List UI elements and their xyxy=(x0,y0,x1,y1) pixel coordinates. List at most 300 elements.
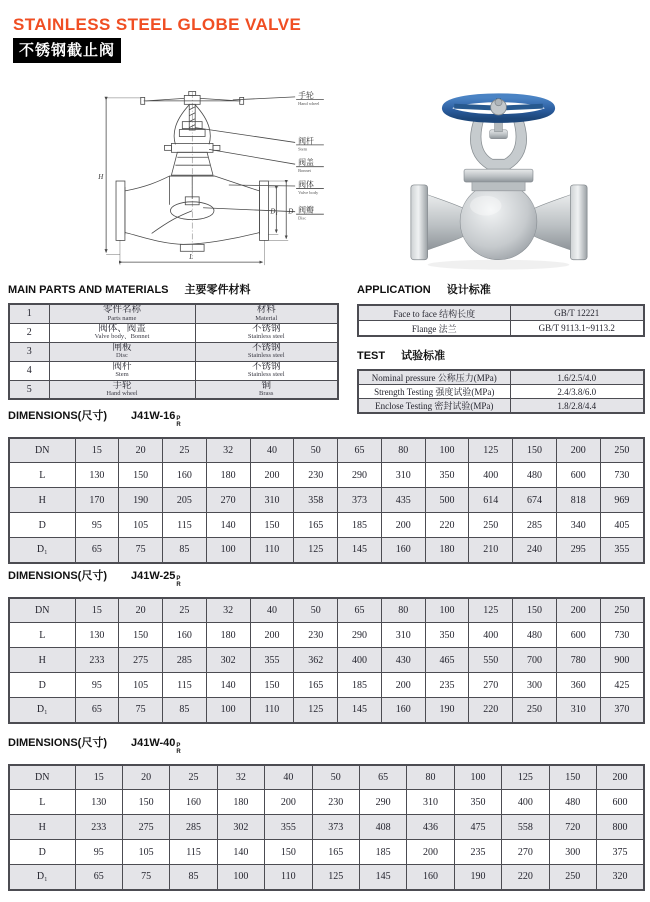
photo-bonnet-flange xyxy=(464,169,533,182)
dim-value-cell: 25 xyxy=(163,598,207,623)
dim-value-cell: 65 xyxy=(338,598,382,623)
kv-value-cell: 1.6/2.5/4.0 xyxy=(510,370,644,385)
dim-value-cell: 65 xyxy=(359,765,406,790)
svg-text:Disc: Disc xyxy=(298,215,307,221)
parts-table-row xyxy=(9,342,338,361)
dim-value-cell: 75 xyxy=(119,538,163,563)
dim-row-label: L xyxy=(9,623,75,648)
dim-value-cell: 75 xyxy=(119,698,163,723)
dim-value-cell: 310 xyxy=(381,623,425,648)
dim-value-cell: 150 xyxy=(265,840,312,865)
dim-value-cell: 200 xyxy=(381,513,425,538)
photo-handwheel xyxy=(446,98,550,119)
dim-value-cell: 230 xyxy=(294,463,338,488)
kv-label-cell: Nominal pressure 公称压力(MPa) xyxy=(358,370,510,385)
dimensions-table xyxy=(8,437,645,564)
application-table-body xyxy=(358,305,644,336)
dim-value-cell: 110 xyxy=(250,698,294,723)
dim-value-cell: 350 xyxy=(425,623,469,648)
dim-value-cell: 40 xyxy=(250,438,294,463)
dim-value-cell: 95 xyxy=(75,673,119,698)
dim-value-cell: 75 xyxy=(122,865,169,890)
dimensions-table-body xyxy=(9,438,644,563)
dim-value-cell: 285 xyxy=(163,648,207,673)
dim-value-cell: 25 xyxy=(170,765,217,790)
cell-text-zh: 铜 xyxy=(261,380,271,391)
application-table-row xyxy=(358,321,644,337)
model-designation: J41W-25 xyxy=(131,570,176,582)
dim-value-cell: 360 xyxy=(556,673,600,698)
dim-value-cell: 20 xyxy=(122,765,169,790)
dimensions-table-row xyxy=(9,648,644,673)
dim-value-cell: 373 xyxy=(312,815,359,840)
dim-value-cell: 436 xyxy=(407,815,454,840)
dim-value-cell: 730 xyxy=(600,463,644,488)
dim-value-cell: 80 xyxy=(381,598,425,623)
label-hand-wheel: 手轮 xyxy=(298,90,314,100)
cell-text-en: Hand wheel xyxy=(106,390,138,398)
dim-value-cell: 160 xyxy=(407,865,454,890)
dim-value-cell: 320 xyxy=(596,865,644,890)
dim-value-cell: 32 xyxy=(217,765,264,790)
dim-row-label: D₁ xyxy=(9,538,75,563)
dim-value-cell: 65 xyxy=(338,438,382,463)
parts-table-row xyxy=(9,361,338,380)
dim-value-cell: 130 xyxy=(75,463,119,488)
dim-value-cell: 400 xyxy=(469,463,513,488)
dim-value-cell: 160 xyxy=(163,463,207,488)
dim-value-cell: 150 xyxy=(119,623,163,648)
dim-value-cell: 32 xyxy=(206,438,250,463)
dim-value-cell: 100 xyxy=(454,765,501,790)
dim-value-cell: 300 xyxy=(513,673,557,698)
dimensions-table-row xyxy=(9,488,644,513)
dim-value-cell: 558 xyxy=(502,815,549,840)
cell-text-zh: 不锈钢 xyxy=(251,361,281,372)
dimensions-table-row xyxy=(9,790,644,815)
dim-value-cell: 290 xyxy=(338,463,382,488)
dim-value-cell: 250 xyxy=(600,438,644,463)
photo-left-flange xyxy=(411,185,428,260)
application-heading: APPLICATION 设计标准 xyxy=(357,284,491,296)
dim-value-cell: 25 xyxy=(163,438,207,463)
dim-value-cell: 233 xyxy=(75,815,122,840)
parts-table-body xyxy=(9,304,338,399)
cell-text-zh: 不锈钢 xyxy=(251,323,281,334)
dim-value-cell: 285 xyxy=(513,513,557,538)
parts-table-row xyxy=(9,304,338,323)
dim-value-cell: 20 xyxy=(119,438,163,463)
parts-name-cell xyxy=(49,323,195,342)
dim-value-cell: 350 xyxy=(454,790,501,815)
dim-value-cell: 290 xyxy=(338,623,382,648)
dim-value-cell: 210 xyxy=(469,538,513,563)
dimensions-section-j41w-25 xyxy=(8,567,645,724)
cell-text-en: Stem xyxy=(115,371,129,379)
svg-text:Hand wheel: Hand wheel xyxy=(298,100,320,106)
label-stem: 阀杆 xyxy=(298,136,314,146)
globe-valve-photo-illustration xyxy=(403,86,595,274)
cell-text-zh: 不锈钢 xyxy=(251,342,281,353)
dim-value-cell: 362 xyxy=(294,648,338,673)
dim-value-cell: 600 xyxy=(596,790,644,815)
dim-value-cell: 233 xyxy=(75,648,119,673)
dimensions-section-j41w-40 xyxy=(8,734,645,891)
dim-value-cell: 85 xyxy=(170,865,217,890)
dim-value-cell: 150 xyxy=(250,513,294,538)
dim-value-cell: 105 xyxy=(119,513,163,538)
dim-D1: D₁ xyxy=(270,208,278,216)
dim-value-cell: 310 xyxy=(556,698,600,723)
dim-value-cell: 310 xyxy=(381,463,425,488)
dim-value-cell: 130 xyxy=(75,790,122,815)
dim-value-cell: 130 xyxy=(75,623,119,648)
dim-value-cell: 700 xyxy=(513,648,557,673)
dim-value-cell: 65 xyxy=(75,865,122,890)
dim-value-cell: 200 xyxy=(407,840,454,865)
dim-value-cell: 818 xyxy=(556,488,600,513)
cell-text-en: Valve body、Bonnet xyxy=(94,333,150,341)
dim-value-cell: 425 xyxy=(600,673,644,698)
dim-value-cell: 80 xyxy=(381,438,425,463)
photo-bonnet xyxy=(472,182,525,191)
dim-value-cell: 100 xyxy=(206,698,250,723)
cell-text-zh: 阀杆 xyxy=(112,361,132,372)
dim-row-label: D₁ xyxy=(9,865,75,890)
valve-technical-drawing xyxy=(85,88,340,278)
dim-value-cell: 275 xyxy=(122,815,169,840)
cell-text-en: Parts name xyxy=(107,314,137,322)
dim-value-cell: 180 xyxy=(206,623,250,648)
dim-value-cell: 85 xyxy=(163,538,207,563)
kv-value-cell: 1.8/2.8/4.4 xyxy=(510,399,644,414)
dimensions-table-row xyxy=(9,815,644,840)
dim-value-cell: 110 xyxy=(265,865,312,890)
parts-name-cell xyxy=(49,361,195,380)
dim-row-label: H xyxy=(9,488,75,513)
dimensions-table-row xyxy=(9,840,644,865)
svg-text:Bonnet: Bonnet xyxy=(298,168,311,174)
dim-value-cell: 220 xyxy=(425,513,469,538)
dim-value-cell: 50 xyxy=(294,598,338,623)
dimensions-heading: DIMENSIONS(尺寸) J41W-16 P R xyxy=(8,410,181,429)
dim-value-cell: 80 xyxy=(407,765,454,790)
photo-shadow xyxy=(428,260,570,270)
dim-value-cell: 105 xyxy=(119,673,163,698)
dimensions-table-row xyxy=(9,538,644,563)
dim-value-cell: 270 xyxy=(469,673,513,698)
parts-name-cell xyxy=(49,304,195,323)
dim-value-cell: 100 xyxy=(425,598,469,623)
dim-value-cell: 400 xyxy=(502,790,549,815)
dim-value-cell: 270 xyxy=(502,840,549,865)
photo-left-pipe xyxy=(428,195,464,250)
dim-value-cell: 150 xyxy=(119,463,163,488)
dim-value-cell: 105 xyxy=(122,840,169,865)
cell-text-zh: 零件名称 xyxy=(102,305,141,316)
dim-row-label: L xyxy=(9,790,75,815)
dim-value-cell: 200 xyxy=(556,598,600,623)
dim-value-cell: 95 xyxy=(75,840,122,865)
parts-material-cell xyxy=(195,342,338,361)
test-table-row xyxy=(358,370,644,385)
parts-material-cell xyxy=(195,323,338,342)
dim-value-cell: 100 xyxy=(425,438,469,463)
dim-value-cell: 150 xyxy=(513,598,557,623)
cell-text-en: Stainless steel xyxy=(247,371,285,379)
cell-text-zh: 材料 xyxy=(256,305,276,316)
dimensions-table-row xyxy=(9,673,644,698)
dim-row-label: D xyxy=(9,673,75,698)
dim-value-cell: 150 xyxy=(549,765,596,790)
dimensions-heading: DIMENSIONS(尺寸) J41W-40 P R xyxy=(8,737,181,756)
dim-value-cell: 125 xyxy=(312,865,359,890)
dimensions-section-j41w-16 xyxy=(8,407,645,564)
application-table-row xyxy=(358,305,644,321)
page-title-chinese: 不锈钢截止阀 xyxy=(13,38,121,63)
dim-value-cell: 185 xyxy=(338,513,382,538)
dim-value-cell: 480 xyxy=(513,463,557,488)
dim-value-cell: 355 xyxy=(600,538,644,563)
dim-value-cell: 230 xyxy=(312,790,359,815)
photo-highlight xyxy=(470,196,502,216)
dim-value-cell: 180 xyxy=(425,538,469,563)
dim-value-cell: 180 xyxy=(217,790,264,815)
dim-value-cell: 150 xyxy=(250,673,294,698)
cell-text-zh: 手轮 xyxy=(112,380,132,391)
parts-heading: MAIN PARTS AND MATERIALS 主要零件材料 xyxy=(8,284,251,296)
dimensions-table-row xyxy=(9,765,644,790)
dim-value-cell: 355 xyxy=(265,815,312,840)
dim-value-cell: 125 xyxy=(469,438,513,463)
dim-D: D xyxy=(288,208,294,216)
dim-value-cell: 115 xyxy=(163,513,207,538)
dim-value-cell: 125 xyxy=(502,765,549,790)
cell-text-en: Stainless steel xyxy=(247,352,285,360)
dim-value-cell: 40 xyxy=(250,598,294,623)
dim-value-cell: 95 xyxy=(75,513,119,538)
dim-row-label: DN xyxy=(9,765,75,790)
dimensions-table-row xyxy=(9,598,644,623)
dim-value-cell: 480 xyxy=(549,790,596,815)
dim-row-label: L xyxy=(9,463,75,488)
dim-row-label: D xyxy=(9,840,75,865)
cell-text-en: Disc xyxy=(116,352,128,360)
dim-value-cell: 200 xyxy=(250,623,294,648)
parts-table-row xyxy=(9,323,338,342)
dim-value-cell: 900 xyxy=(600,648,644,673)
dim-value-cell: 720 xyxy=(549,815,596,840)
dim-value-cell: 50 xyxy=(294,438,338,463)
dim-value-cell: 350 xyxy=(425,463,469,488)
parts-table-row xyxy=(9,380,338,399)
application-table xyxy=(357,304,645,337)
dimensions-table xyxy=(8,597,645,724)
dim-value-cell: 200 xyxy=(265,790,312,815)
dim-L: L xyxy=(189,254,194,262)
dim-value-cell: 235 xyxy=(425,673,469,698)
dim-value-cell: 145 xyxy=(338,538,382,563)
dim-value-cell: 370 xyxy=(600,698,644,723)
dim-value-cell: 340 xyxy=(556,513,600,538)
dim-value-cell: 140 xyxy=(217,840,264,865)
dim-value-cell: 165 xyxy=(294,673,338,698)
dim-value-cell: 250 xyxy=(469,513,513,538)
dim-value-cell: 200 xyxy=(250,463,294,488)
cell-text-en: Material xyxy=(255,314,278,322)
dimensions-table-row xyxy=(9,865,644,890)
dim-value-cell: 15 xyxy=(75,438,119,463)
dim-value-cell: 190 xyxy=(454,865,501,890)
parts-table xyxy=(8,303,339,400)
parts-section xyxy=(8,281,339,400)
dim-value-cell: 358 xyxy=(294,488,338,513)
dim-value-cell: 150 xyxy=(513,438,557,463)
dim-value-cell: 408 xyxy=(359,815,406,840)
parts-material-cell xyxy=(195,304,338,323)
dim-value-cell: 180 xyxy=(206,463,250,488)
dim-value-cell: 65 xyxy=(75,538,119,563)
kv-label-cell: Enclose Testing 密封试验(MPa) xyxy=(358,399,510,414)
dim-value-cell: 160 xyxy=(170,790,217,815)
dim-value-cell: 400 xyxy=(469,623,513,648)
svg-text:Stem: Stem xyxy=(298,146,308,152)
label-bonnet: 阀盖 xyxy=(298,158,314,168)
dim-value-cell: 969 xyxy=(600,488,644,513)
dim-value-cell: 400 xyxy=(338,648,382,673)
dimensions-heading: DIMENSIONS(尺寸) J41W-25 P R xyxy=(8,570,181,589)
dim-value-cell: 235 xyxy=(454,840,501,865)
dim-value-cell: 160 xyxy=(381,698,425,723)
valve-product-photo xyxy=(403,86,595,274)
dim-value-cell: 125 xyxy=(294,538,338,563)
dim-value-cell: 50 xyxy=(312,765,359,790)
dim-value-cell: 220 xyxy=(502,865,549,890)
dimensions-table xyxy=(8,764,645,891)
dim-value-cell: 190 xyxy=(425,698,469,723)
dim-value-cell: 373 xyxy=(338,488,382,513)
dim-value-cell: 405 xyxy=(600,513,644,538)
dim-value-cell: 190 xyxy=(119,488,163,513)
dim-value-cell: 430 xyxy=(381,648,425,673)
photo-right-flange xyxy=(570,185,587,260)
dim-value-cell: 465 xyxy=(425,648,469,673)
dim-value-cell: 20 xyxy=(119,598,163,623)
kv-value-cell: GB/T 9113.1~9113.2 xyxy=(510,321,644,337)
dim-value-cell: 40 xyxy=(265,765,312,790)
dim-value-cell: 220 xyxy=(469,698,513,723)
parts-row-number: 2 xyxy=(9,323,49,342)
dim-row-label: DN xyxy=(9,598,75,623)
dimensions-table-body xyxy=(9,765,644,890)
svg-text:Valve body: Valve body xyxy=(298,189,319,195)
dim-value-cell: 200 xyxy=(596,765,644,790)
cell-text-en: Brass xyxy=(259,390,274,398)
kv-label-cell: Flange 法兰 xyxy=(358,321,510,337)
dim-value-cell: 145 xyxy=(338,698,382,723)
test-heading: TEST 试验标准 xyxy=(357,350,446,362)
dim-value-cell: 355 xyxy=(250,648,294,673)
dim-value-cell: 65 xyxy=(75,698,119,723)
dim-value-cell: 674 xyxy=(513,488,557,513)
kv-value-cell: GB/T 12221 xyxy=(510,305,644,321)
parts-row-number: 1 xyxy=(9,304,49,323)
model-designation: J41W-16 xyxy=(131,410,176,422)
drawing-linework xyxy=(106,91,324,265)
parts-row-number: 4 xyxy=(9,361,49,380)
dim-value-cell: 250 xyxy=(549,865,596,890)
dim-value-cell: 550 xyxy=(469,648,513,673)
dim-value-cell: 200 xyxy=(381,673,425,698)
test-table-row xyxy=(358,385,644,399)
dim-value-cell: 302 xyxy=(206,648,250,673)
cell-text-zh: 闸板 xyxy=(112,342,132,353)
dimensions-table-row xyxy=(9,438,644,463)
dim-value-cell: 100 xyxy=(217,865,264,890)
parts-row-number: 5 xyxy=(9,380,49,399)
dim-value-cell: 800 xyxy=(596,815,644,840)
dim-H: H xyxy=(98,174,104,182)
parts-name-cell xyxy=(49,342,195,361)
parts-name-cell xyxy=(49,380,195,399)
dim-value-cell: 285 xyxy=(170,815,217,840)
dim-value-cell: 115 xyxy=(163,673,207,698)
dim-value-cell: 115 xyxy=(170,840,217,865)
label-valve-body: 阀体 xyxy=(298,179,314,189)
dim-value-cell: 290 xyxy=(359,790,406,815)
dim-value-cell: 15 xyxy=(75,765,122,790)
model-designation: J41W-40 xyxy=(131,737,176,749)
dim-value-cell: 300 xyxy=(549,840,596,865)
dim-value-cell: 165 xyxy=(294,513,338,538)
dimensions-table-row xyxy=(9,623,644,648)
dim-value-cell: 475 xyxy=(454,815,501,840)
dim-row-label: D xyxy=(9,513,75,538)
dim-value-cell: 110 xyxy=(250,538,294,563)
dim-value-cell: 780 xyxy=(556,648,600,673)
dim-value-cell: 730 xyxy=(600,623,644,648)
dim-row-label: D₁ xyxy=(9,698,75,723)
dim-row-label: DN xyxy=(9,438,75,463)
dim-row-label: H xyxy=(9,648,75,673)
label-disc: 阀瓣 xyxy=(298,205,314,215)
dim-value-cell: 230 xyxy=(294,623,338,648)
dim-value-cell: 125 xyxy=(469,598,513,623)
dim-value-cell: 185 xyxy=(359,840,406,865)
globe-valve-section-drawing xyxy=(85,88,340,278)
parts-material-cell xyxy=(195,361,338,380)
dim-value-cell: 375 xyxy=(596,840,644,865)
dim-value-cell: 295 xyxy=(556,538,600,563)
dim-value-cell: 614 xyxy=(469,488,513,513)
dim-row-label: H xyxy=(9,815,75,840)
dim-value-cell: 125 xyxy=(294,698,338,723)
dim-value-cell: 100 xyxy=(206,538,250,563)
dim-value-cell: 200 xyxy=(556,438,600,463)
dim-value-cell: 140 xyxy=(206,673,250,698)
dim-value-cell: 310 xyxy=(250,488,294,513)
dim-value-cell: 250 xyxy=(600,598,644,623)
parts-row-number: 3 xyxy=(9,342,49,361)
dim-value-cell: 600 xyxy=(556,623,600,648)
dim-value-cell: 170 xyxy=(75,488,119,513)
parts-material-cell xyxy=(195,380,338,399)
dimensions-table-row xyxy=(9,698,644,723)
kv-label-cell: Face to face 结构长度 xyxy=(358,305,510,321)
dim-value-cell: 500 xyxy=(425,488,469,513)
standards-section xyxy=(357,281,645,414)
dim-value-cell: 480 xyxy=(513,623,557,648)
